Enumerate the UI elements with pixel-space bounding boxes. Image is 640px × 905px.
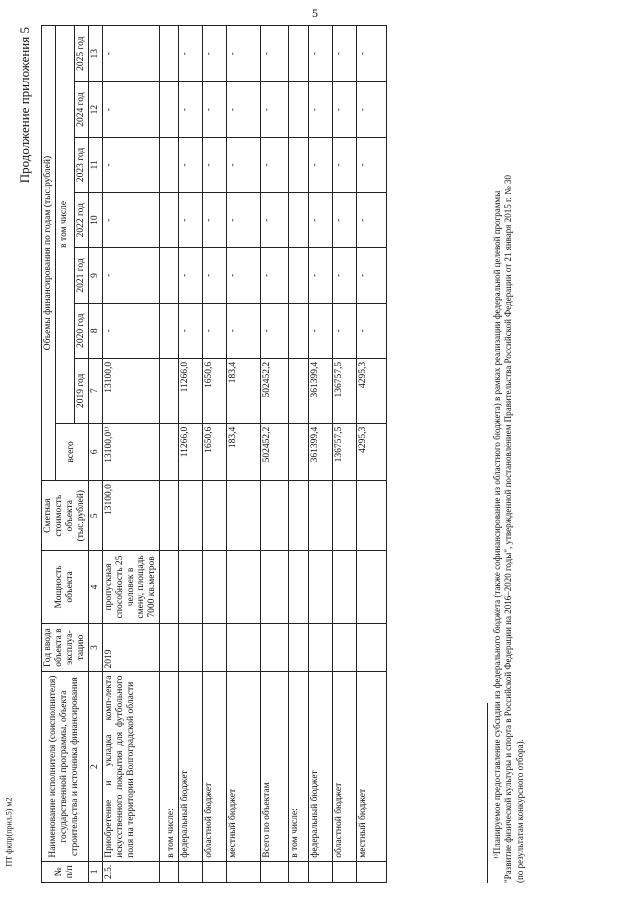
financing-2024: - [227,82,261,137]
financing-total: 1650,6 [203,423,227,480]
financing-2022: - [261,193,289,248]
incl-label: в том числе: [289,672,309,861]
header-year-2023: 2023 год [74,137,88,192]
col-index: 13 [88,26,102,82]
financing-2023: - [357,137,387,192]
source-name: Всего по объектам [261,672,289,861]
financing-2020: - [203,303,227,358]
financing-2019: 13100,0 [102,358,160,423]
source-name: местный бюджет [227,672,261,861]
financing-2022: - [357,193,387,248]
header-num: № п/п [42,861,89,882]
financing-2019: 11266,0 [179,358,203,423]
financing-2025: - [227,26,261,82]
col-index: 5 [88,481,102,551]
header-year-2025: 2025 год [74,26,88,82]
object-name [102,672,160,861]
header-year-2020: 2020 год [74,303,88,358]
col-index: 12 [88,82,102,137]
financing-total: 4295,3 [357,423,387,480]
header-year-2024: 2024 год [74,82,88,137]
financing-2019: 361399,4 [309,358,333,423]
financing-2022: - [179,193,203,248]
financing-2024: - [179,82,203,137]
object-capacity: пропускная способность 25 человек в смену, площадь 7000 кв.метров [102,551,160,623]
financing-2020: - [102,303,160,358]
footnote-line: ¹⁾Планируемое предоставление субсидии из федерального бюджета (также софинансирование из областного бюджета) в рамках реализации федеральной целевой программы [492,190,502,859]
footnotes [487,25,526,883]
financing-total: 183,4 [227,423,261,480]
source-name: федеральный бюджет [179,672,203,861]
financing-2021: - [261,248,289,303]
header-year-2022: 2022 год [74,193,88,248]
financing-2024: - [309,82,333,137]
footnote-line: "Развитие физической культуры и спорта в Российской Федерации на 2016–2020 годы", утвержденной постановлением Правительства Российской Федерации от 21 января 2015 г. № 30 [503,175,514,883]
estimated-cost: 13100,0 [102,481,160,551]
financing-2020: - [227,303,261,358]
financing-2022: - [203,193,227,248]
table-row-federal [179,26,203,883]
header-total: всего [55,423,88,480]
table-row-all-objects [261,26,289,883]
source-name: областной бюджет [333,672,357,861]
financing-2021: - [102,248,160,303]
financing-2024: - [261,82,289,137]
source-name: областной бюджет [203,672,227,861]
financing-2020: - [333,303,357,358]
table-row-federal [309,26,333,883]
financing-total: 361399,4 [309,423,333,480]
financing-2020: - [261,303,289,358]
footnote-line: (по результатам конкурсного отбора). [514,739,525,883]
footer-file-tag: ПТ фкпр(прил.5) м2 [4,797,14,867]
financing-total: 502452,2 [261,423,289,480]
financing-2019: 502452,2 [261,358,289,423]
commission-year: 2019 [102,623,160,672]
financing-2023: - [333,137,357,192]
col-index: 1 [88,861,102,882]
rotated-sheet [13,23,603,883]
header-capacity: Мощность объекта [42,551,89,623]
financing-2020: - [309,303,333,358]
financing-2023: - [102,137,160,192]
financing-2022: - [227,193,261,248]
col-index: 4 [88,551,102,623]
row-num: 2.5. [102,861,160,882]
table-row-regional [203,26,227,883]
financing-2024: - [333,82,357,137]
table-row-local [227,26,261,883]
col-index: 10 [88,193,102,248]
financing-2019: 4295,3 [357,358,387,423]
financing-2021: - [179,248,203,303]
financing-total: 136757,5 [333,423,357,480]
financing-2019: 183,4 [227,358,261,423]
financing-2025: - [203,26,227,82]
financing-table [41,25,387,883]
table-row-object [102,26,160,883]
financing-2020: - [357,303,387,358]
header-financing-group: Объемы финансирования по годам (тыс.рублей) [42,26,56,481]
header-incl: в том числе [55,26,74,424]
table-row-incl [289,26,309,883]
col-index: 6 [88,423,102,480]
appendix-caption: Продолжение приложения 5 [17,27,32,184]
financing-2021: - [357,248,387,303]
header-year: Год ввода объекта в эксплуа-тацию [42,623,89,672]
financing-total: 13100,0¹⁾ [102,423,160,480]
header-year-2019: 2019 год [74,358,88,423]
financing-2025: - [102,26,160,82]
financing-2025: - [357,26,387,82]
financing-2022: - [309,193,333,248]
financing-2021: - [333,248,357,303]
financing-2022: - [102,193,160,248]
table-row-incl [160,26,179,883]
col-index: 2 [88,672,102,861]
financing-2020: - [179,303,203,358]
table-row-regional [333,26,357,883]
header-year-2021: 2021 год [74,248,88,303]
financing-2023: - [309,137,333,192]
source-name: федеральный бюджет [309,672,333,861]
object-name-text: Приобретение и укладка комп-лекта искусственного покрытия для футбольного поля на территории Волгоградской области [103,675,136,858]
financing-2021: - [227,248,261,303]
incl-label: в том числе: [160,672,179,861]
financing-2025: - [333,26,357,82]
financing-2025: - [179,26,203,82]
financing-2023: - [203,137,227,192]
financing-2022: - [333,193,357,248]
financing-2025: - [261,26,289,82]
table-row-local [357,26,387,883]
col-index: 11 [88,137,102,192]
footnote-rule [487,703,488,883]
financing-2024: - [102,82,160,137]
financing-2025: - [309,26,333,82]
header-cost: Сметная стоимость объекта (тыс.рублей) [42,481,89,551]
financing-2024: - [357,82,387,137]
financing-2021: - [309,248,333,303]
financing-2021: - [203,248,227,303]
column-index-row [88,26,102,883]
col-index: 3 [88,623,102,672]
financing-2024: - [203,82,227,137]
financing-2019: 1650,6 [203,358,227,423]
col-index: 9 [88,248,102,303]
col-index: 7 [88,358,102,423]
header-name: Наименование исполнителя (соисполнителя) государственной программы, объекта строительства и источника финансирования [42,672,89,861]
financing-2023: - [179,137,203,192]
financing-2023: - [227,137,261,192]
financing-2019: 136757,5 [333,358,357,423]
financing-total: 11266,0 [179,423,203,480]
col-index: 8 [88,303,102,358]
financing-2023: - [261,137,289,192]
page-number: 5 [312,6,318,20]
source-name: местный бюджет [357,672,387,861]
